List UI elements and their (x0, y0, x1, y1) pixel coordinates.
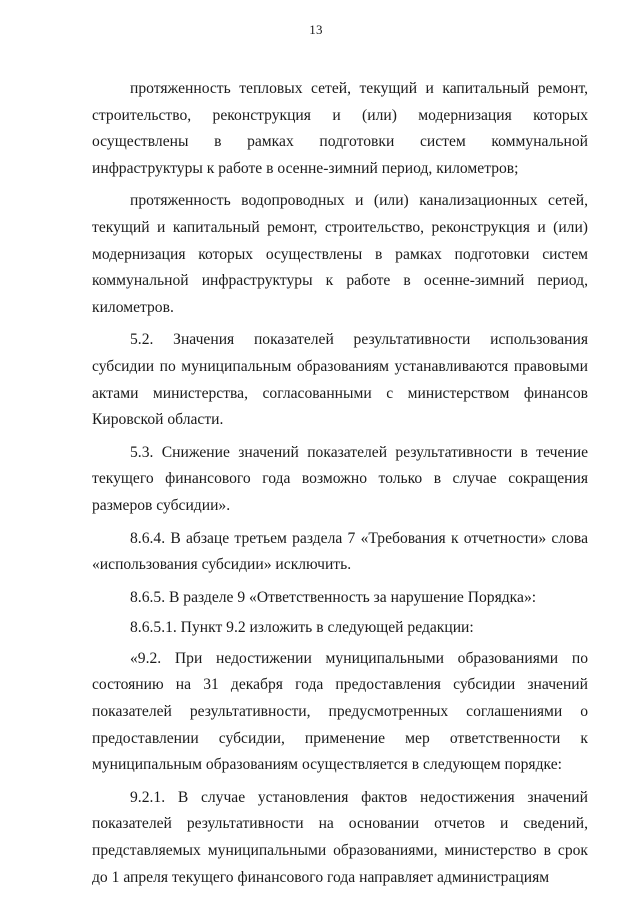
page-number: 13 (309, 22, 323, 37)
paragraph-heat-networks: протяженность тепловых сетей, текущий и капитальный ремонт, строительство, реконструкция и (или) модернизация которых осуществлены в рамках подготовки систем коммунальной инфраструктуры к работе в осенне-зимний период, километров; (92, 80, 588, 177)
paragraph-9-2: «9.2. При недостижении муниципальными образованиями по состоянию на 31 декабря года предоставления субсидии значений показателей результативности, предусмотренных соглашениями о предоставлении субсидии, применение мер ответственности к муниципальным образованиям осуществляется в следующем порядке: (92, 649, 588, 774)
paragraph-9-2-1: 9.2.1. В случае установления фактов недостижения значений показателей результативности на основании отчетов и сведений, представляемых муниципальными образованиями, министерство в срок до 1 апреля текущего финансового года направляет администрациям (92, 788, 588, 886)
paragraph-5-2: 5.2. Значения показателей результативности использования субсидии по муниципальным образованиям устанавливаются правовыми актами министерства, согласованными с министерством финансов Кировской области. (92, 331, 588, 429)
paragraph-8-6-5: 8.6.5. В разделе 9 «Ответственность за нарушение Порядка»: (130, 588, 537, 606)
paragraph-5-3: 5.3. Снижение значений показателей результативности в течение текущего финансового года возможно только в случае сокращения размеров субсидии». (92, 443, 588, 514)
paragraph-8-6-4: 8.6.4. В абзаце третьем раздела 7 «Требования к отчетности» слова «использования субсидии» исключить. (92, 529, 588, 574)
paragraph-8-6-5-1: 8.6.5.1. Пункт 9.2 изложить в следующей редакции: (130, 619, 474, 637)
paragraph-water-networks: протяженность водопроводных и (или) канализационных сетей, текущий и капитальный ремонт, строительство, реконструкция и (или) модернизация которых осуществлены в рамках подготовки систем коммунальной инфраструктуры к работе в осенне-зимний период, километров. (92, 192, 588, 316)
document-body (92, 76, 588, 897)
